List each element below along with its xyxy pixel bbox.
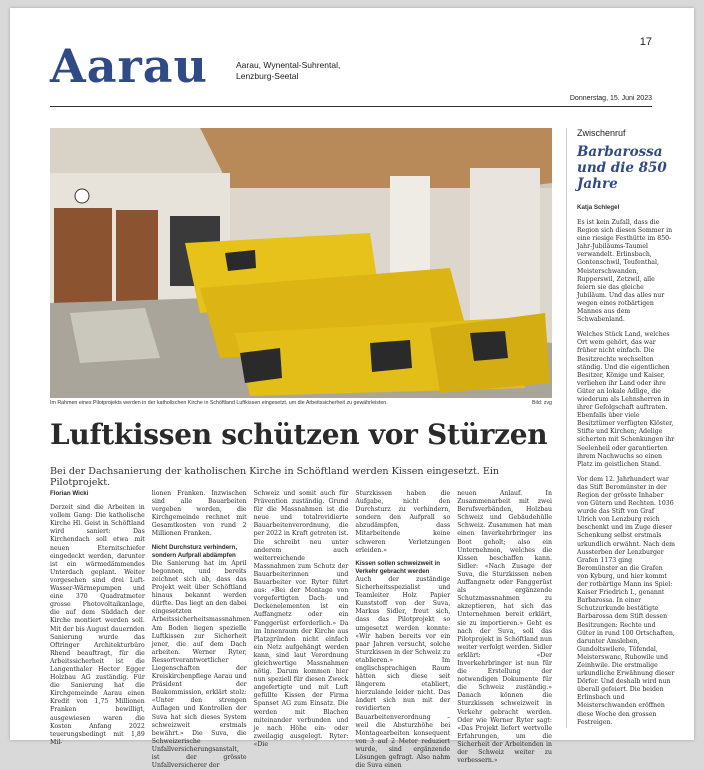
article-photo	[50, 128, 552, 398]
article-column-3	[253, 490, 349, 748]
header-rule	[50, 106, 652, 107]
article-author: Florian Wicki	[50, 490, 89, 497]
sidebar-column	[566, 128, 675, 728]
photo-illustration	[50, 128, 552, 398]
article-subheading: Nicht Durchsturz verhindern, sondern Aufprall abdämpfen	[151, 543, 238, 559]
article-paragraph: Sturzkissen haben die Aufgabe, nicht den Durchsturz zu verhindern, sondern den Aufprall so abzudämpfen, dass Mitarbeitende keine schweren Verletzungen erleiden.»	[355, 490, 451, 554]
article-body	[50, 490, 552, 770]
article-column-5	[457, 490, 552, 765]
page-number: 17	[639, 36, 652, 48]
article-paragraph: Auch der zuständige Sicherheitsspezialist und Teamleiter Holz Papier Kunststoff von der Suva, Markus Sidler, freut sich, dass das Pilotprojekt so umgesetzt werden konnte: «Wir haben bereits vor ein paar Jahren versucht, solche Sturzkissen in der Schweiz zu etablieren.» Im englischsprachigen Raum hätten sich diese seit längerem etabliert, hierzulande leider nicht. Das ändert sich nun mit der revidierten Bauarbeitenverordnung – weil die Absturzhöhe bei Montagearbeiten konsequent von 3 auf 2 Meter reduziert wurde, sind ergänzende Lösungen gefragt. Also nahm die Suva einen	[355, 575, 451, 770]
article-subheading: Kissen sollen schweizweit in Verkehr gebracht werden	[355, 559, 440, 575]
sidebar-kicker: Zwischenruf	[577, 128, 626, 138]
newspaper-logo: Aarau	[50, 39, 208, 93]
sidebar-text	[577, 219, 675, 727]
article-paragraph: Schweiz und somit auch für Prävention zuständig. Grund für die Massnahmen ist die neue und totalrevidierte Bauarbeitenverordnung, die per 2022 in Kraft getreten ist. Die schreibt neu unter anderem auch weiterreichende Massnahmen zum Schutz der Bauarbeiterinnen und Bauarbeiter vor. Ryter führt aus: «Bei der Montage von vorgefertigten Dach- und Deckenelementen ist ein Auffangnetz oder ein Fanggerüst erforderlich.» Da im Innenraum der Kirche aus Platzgründen nicht einfach ein Netz aufgehängt werden kann, sind laut Verordnung gleichwertige Massnahmen nötig. Darum kommen hier nun speziell für diesen Zweck angefertigte und mit Luft gefüllte Kissen der Firma Spanset AG zum Einsatz. Die werden mit Blachen miteinander verbunden und je nach Höhe ein- oder zweilagig ausgelegt. Ryter: «Die	[253, 490, 349, 748]
sidebar-paragraph: Es ist kein Zufall, dass die Region sich diesen Sommer in eine riesige Festhütte im 850-Jahr-Jubiläums-Taumel verwandelt. Erlinsbach, Gontenschwil, Teufenthal, Meisterschwanden, Rupperswil, Zetzwil, alle feiern sie das gleiche Jubiläum. Und das alles nur wegen eines rotbärtigen Mannes aus dem Schwabenland.	[577, 219, 673, 324]
issue-date: Donnerstag, 15. Juni 2023	[569, 95, 652, 102]
sidebar-author: Katja Schlegel	[577, 204, 620, 211]
article-paragraph: Derzeit sind die Arbeiten in vollem Gang: Die katholische Kirche Hl. Geist in Schöftland wird saniert: Das Kirchendach soll etwa mit neuen Eternitschiefer eingedeckt werden, darunter ist ein wärmedämmendes Unterdach geplant. Weiter vorgesehen sind drei Luft-Wasser-Wärmepumpen und eine 370 Quadratmeter grosse Photovoltaikanlage, die auf dem Süddach der Kirche montiert werden soll. Mit der bis August dauernden Sanierung wurde das Oftringer Architekturbüro Rhend beauftragt, für die Arbeitssicherheit ist die Langenthaler Hector Egger Holzbau AG zuständig. Für die Sanierung hat die Kirchgemeinde Aarau einen Kredit von 1,75 Millionen Franken bewilligt, ausgewiesen waren die Kosten Anfang 2022 teuerungsbedingt mit 1,89 Mil-	[50, 504, 145, 746]
article-paragraph: lionen Franken. Inzwischen sind alle Bauarbeiten vergeben worden, die Kirchgemeinde rechnet mit Gesamtkosten von rund 2 Millionen Franken.	[151, 490, 247, 538]
article-paragraph: neuen Anlauf. In Zusammenarbeit mit zwei Berufsverbänden, Holzbau Schweiz und Gebäudehülle Schweiz. Zusammen hat man einen Inverkehrbringer ins Boot geholt; also ein Unternehmen, welches die Kissen beschaffen kann. Sidler: «Nach Zusage der Suva, die Sturzkissen neben Auffangnetz oder Fanggerüst als ergänzende Schutzmassnahmen zu akzeptieren, hat sich das Unternehmen bereit erklärt, sie zu importieren.» Geht es nach der Suva, soll das Pilotprojekt in Schöftland nun weiter verfolgt werden. Sidler erklärt: «Der Inverkehrbringer ist nun für die Erstellung der notwendigen Dokumente für die Schweiz zuständig.» Danach können die Sturzkissen schweizweit in Verkehr gebracht werden. Oder wie Werner Ryter sagt: «Das Projekt liefert wertvolle Erfahrungen, um die Sicherheit der Arbeitenden in der Schweiz weiter zu verbessern.»	[457, 490, 552, 765]
article-column-2	[151, 490, 253, 770]
article-paragraph: Die Sanierung hat im April begonnen, und bereits zeichnet sich ab, dass das Projekt weit über Schöftland hinaus bekannt werden dürfte. Das liegt an den dabei eingesetzten Arbeitssicherheitsmassnahmen. Am Boden liegen spezielle Luftkissen zur Sicherheit jener, die auf dem Dach arbeiten. Werner Ryter, Ressortverantwortlicher Liegenschaften der Kreiskirchenpflege Aarau und Präsident der Baukommission, erklärt stolz: «Unter den strengen Auflagen und Kontrollen der Suva hat sich dieses System schweizweit erstmals bewährt.» Die Suva, die Schweizerische Unfallversicherungsanstalt, ist der grösste Unfallversicherer der	[151, 559, 253, 770]
region-line-2: Lenzburg-Seetal	[236, 71, 299, 81]
photo-caption-text: Im Rahmen eines Pilotprojekts werden in der katholischen Kirche in Schöftland Luftkissen eingesetzt, um die Arbeitssicherheit zu gewährleisten.	[50, 400, 388, 406]
photo-caption	[50, 400, 552, 406]
article-column-1	[50, 490, 145, 746]
region-line-1: Aarau, Wynental-Suhrental,	[236, 60, 341, 70]
photo-credit: Bild: zvg	[531, 400, 552, 406]
sidebar-title: Barbarossa und die 850 Jahre	[577, 144, 667, 192]
article-lead: Bei der Dachsanierung der katholischen Kirche in Schöftland werden Kissen eingesetzt. Ein Pilotprojekt.	[50, 466, 500, 488]
article-headline: Luftkissen schützen vor Stürzen	[50, 418, 548, 451]
edition-region	[236, 60, 396, 82]
sidebar-paragraph: Vor dem 12. Jahrhundert war das Stift Beromünster in der Region der grösste Inhaber von Gütern und Rechten. 1036 wurde das Stift von Graf Ulrich von Lenzburg reich beschenkt und im Zuge dieser Schenkung selbst erstmals urkundlich erwähnt. Nach dem Aussterben der Lenzburger Grafen 1173 ging Beromünster an die Grafen von Kyburg, und hier kommt der rotbärtige Mann ins Spiel: Kaiser Friedrich I., genannt Barbarossa. In einer Schutzurkunde bestätigte Barbarossa dem Stift dessen Besitzungen: Rechte und Güter in rund 100 Ortschaften, darunter Amsleben, Gundoltswilere, Töfendal, Meisterswanc, Rubowile und Zeinhwile. Die erstmalige urkundliche Erwähnung dieser Dörfer. Und deshalb wird nun überall gefeiert. Die beiden Erlinsbach und Meisterschwanden eröffnen diese Woche den grossen Festreigen.	[577, 475, 676, 726]
article-column-4	[355, 490, 451, 770]
sidebar-paragraph: Welches Stück Land, welches Ort wem gehört, das war früher nicht einfach. Die Besitzrechte wechselten ständig. Und die eigentlichen Besitzer, Könige und Kaiser, verliehen ihr Land oder ihre Güter an lokale Adlige, die wiederum als Lehnsherren in ihrer Gefolgschaft auftraten. Ebenfalls über viele Besitztümer verfügten Klöster, Stifte und Kirchen; Adelige sicherten mit Schenkungen ihr Seelenheil oder garantierten ihrem Nachwuchs so einen Platz im geistlichen Stand.	[577, 331, 675, 468]
newspaper-page	[10, 8, 694, 770]
